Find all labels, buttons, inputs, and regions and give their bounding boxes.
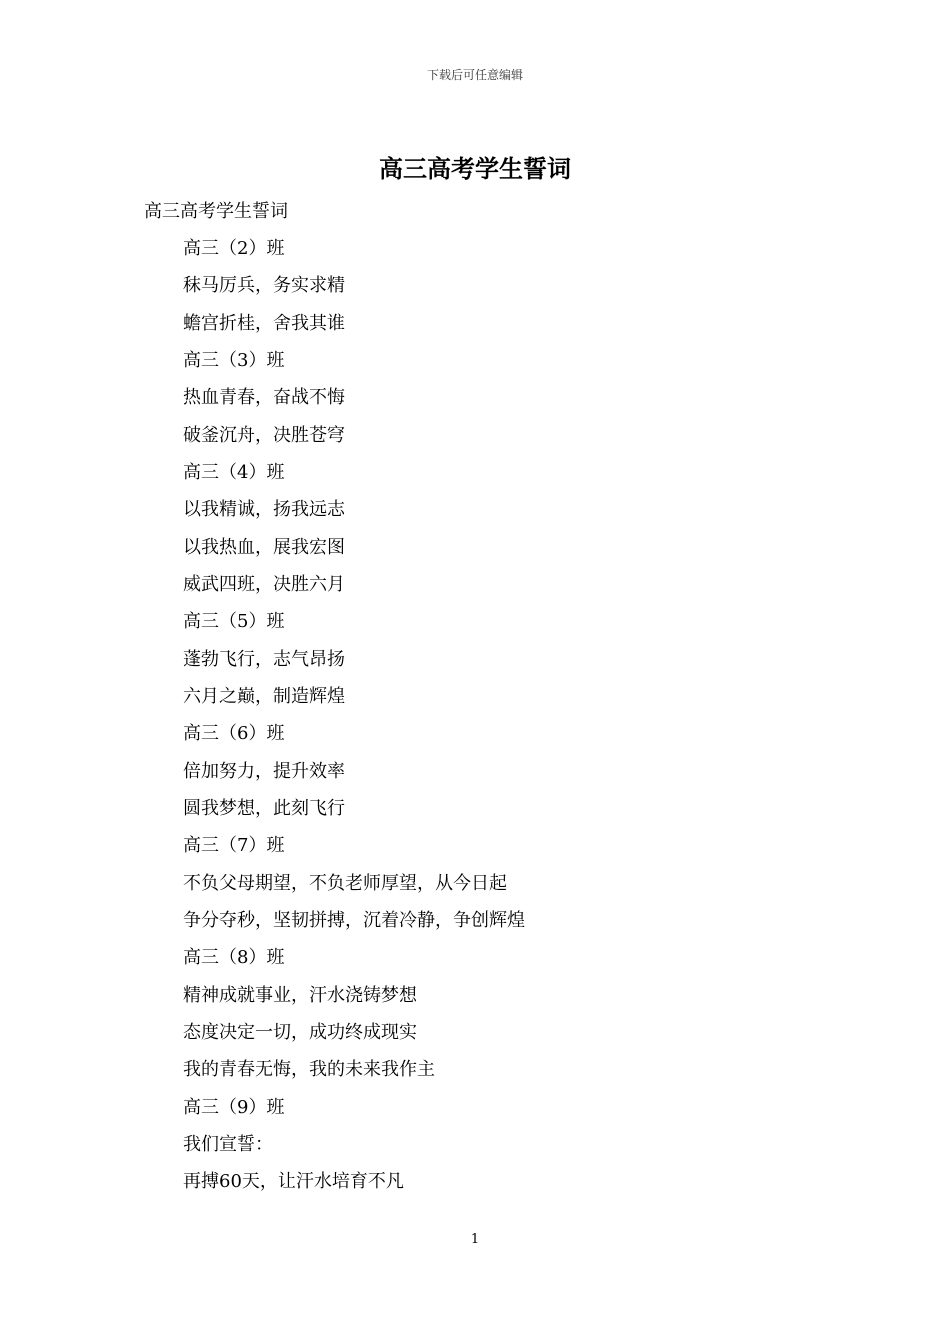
oath-line: 高三（7）班 (183, 835, 285, 857)
oath-line: 我的青春无悔，我的未来我作主 (183, 1059, 435, 1081)
page-number: 1 (470, 1232, 480, 1247)
oath-line: 蓬勃飞行，志气昂扬 (183, 648, 345, 670)
oath-line: 威武四班，决胜六月 (183, 573, 345, 595)
oath-line: 争分夺秒，坚韧拼搏，沉着冷静，争创辉煌 (183, 909, 525, 931)
document-title: 高三高考学生誓词 (379, 154, 571, 183)
oath-line: 高三（2）班 (183, 238, 285, 259)
oath-line: 圆我梦想，此刻飞行 (183, 797, 345, 819)
oath-line: 高三（9）班 (183, 1096, 285, 1118)
oath-line: 秣马厉兵，务实求精 (183, 275, 345, 297)
oath-line: 热血青春，奋战不悔 (183, 387, 345, 409)
oath-line: 高三（6）班 (183, 723, 285, 745)
oath-line: 倍加努力，提升效率 (183, 760, 345, 782)
oath-line: 精神成就事业，汗水浇铸梦想 (183, 984, 417, 1006)
oath-line: 高三（5）班 (183, 611, 285, 633)
oath-line: 高三（8）班 (183, 947, 285, 969)
oath-lines (183, 236, 525, 1207)
document-subtitle: 高三高考学生誓词 (144, 201, 288, 222)
oath-line: 再搏60天，让汗水培育不凡 (183, 1171, 404, 1193)
oath-line: 态度决定一切，成功终成现实 (183, 1021, 417, 1043)
oath-line: 破釜沉舟，决胜苍穹 (183, 424, 345, 446)
oath-line: 我们宣誓： (183, 1133, 273, 1155)
oath-line: 六月之巅，制造辉煌 (183, 685, 345, 707)
header-note: 下载后可任意编辑 (426, 68, 523, 82)
oath-line: 以我热血，展我宏图 (183, 536, 345, 558)
oath-line: 蟾宫折桂，舍我其谁 (183, 312, 345, 334)
oath-line: 高三（4）班 (183, 461, 285, 483)
oath-line: 以我精诚，扬我远志 (183, 499, 345, 521)
oath-line: 不负父母期望，不负老师厚望，从今日起 (183, 872, 507, 894)
oath-line: 高三（3）班 (183, 349, 285, 371)
